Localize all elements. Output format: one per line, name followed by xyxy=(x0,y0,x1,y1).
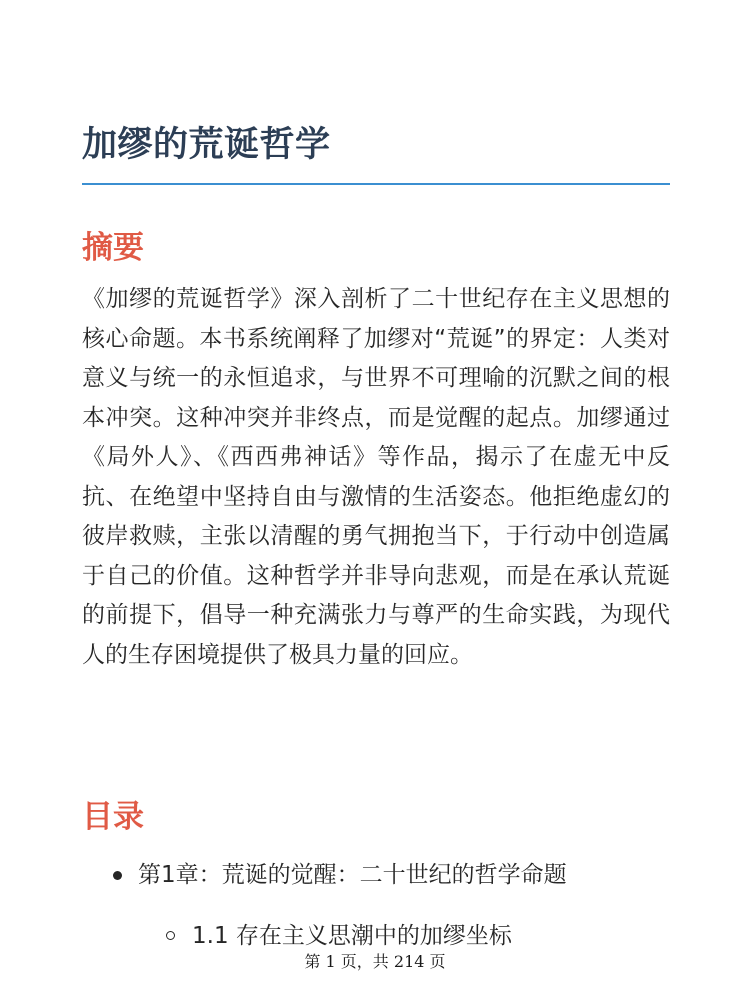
abstract-paragraph: 《加缪的荒诞哲学》深入剖析了二十世纪存在主义思想的核心命题。本书系统阐释了加缪对“荒诞”的界定：人类对意义与统一的永恒追求，与世界不可理喻的沉默之间的根本冲突。这种冲突并非终点，而是觉醒的起点。加缪通过《局外人》、《西西弗神话》等作品，揭示了在虚无中反抗、在绝望中坚持自由与激情的生活姿态。他拒绝虚幻的彼岸救赎，主张以清醒的勇气拥抱当下，于行动中创造属于自己的价值。这种哲学并非导向悲观，而是在承认荒诞的前提下，倡导一种充满张力与尊严的生命实践，为现代人的生存困境提供了极具力量的回应。 xyxy=(82,286,670,668)
toc-section-label: 1.1 存在主义思潮中的加缪坐标 xyxy=(192,923,512,949)
bullet-circle-icon xyxy=(166,931,175,940)
bullet-disc-icon xyxy=(113,871,122,880)
toc-chapter-1[interactable] xyxy=(82,855,670,895)
title-divider xyxy=(82,183,670,185)
abstract-heading: 摘要 xyxy=(82,230,144,266)
toc-chapter-label: 第1章：荒诞的觉醒：二十世纪的哲学命题 xyxy=(138,862,567,888)
page-footer: 第 1 页，共 214 页 xyxy=(0,951,750,973)
toc-heading: 目录 xyxy=(82,799,144,835)
table-of-contents xyxy=(82,855,670,956)
toc-section-1-1[interactable] xyxy=(82,916,670,956)
document-title: 加缪的荒诞哲学 xyxy=(82,125,331,165)
